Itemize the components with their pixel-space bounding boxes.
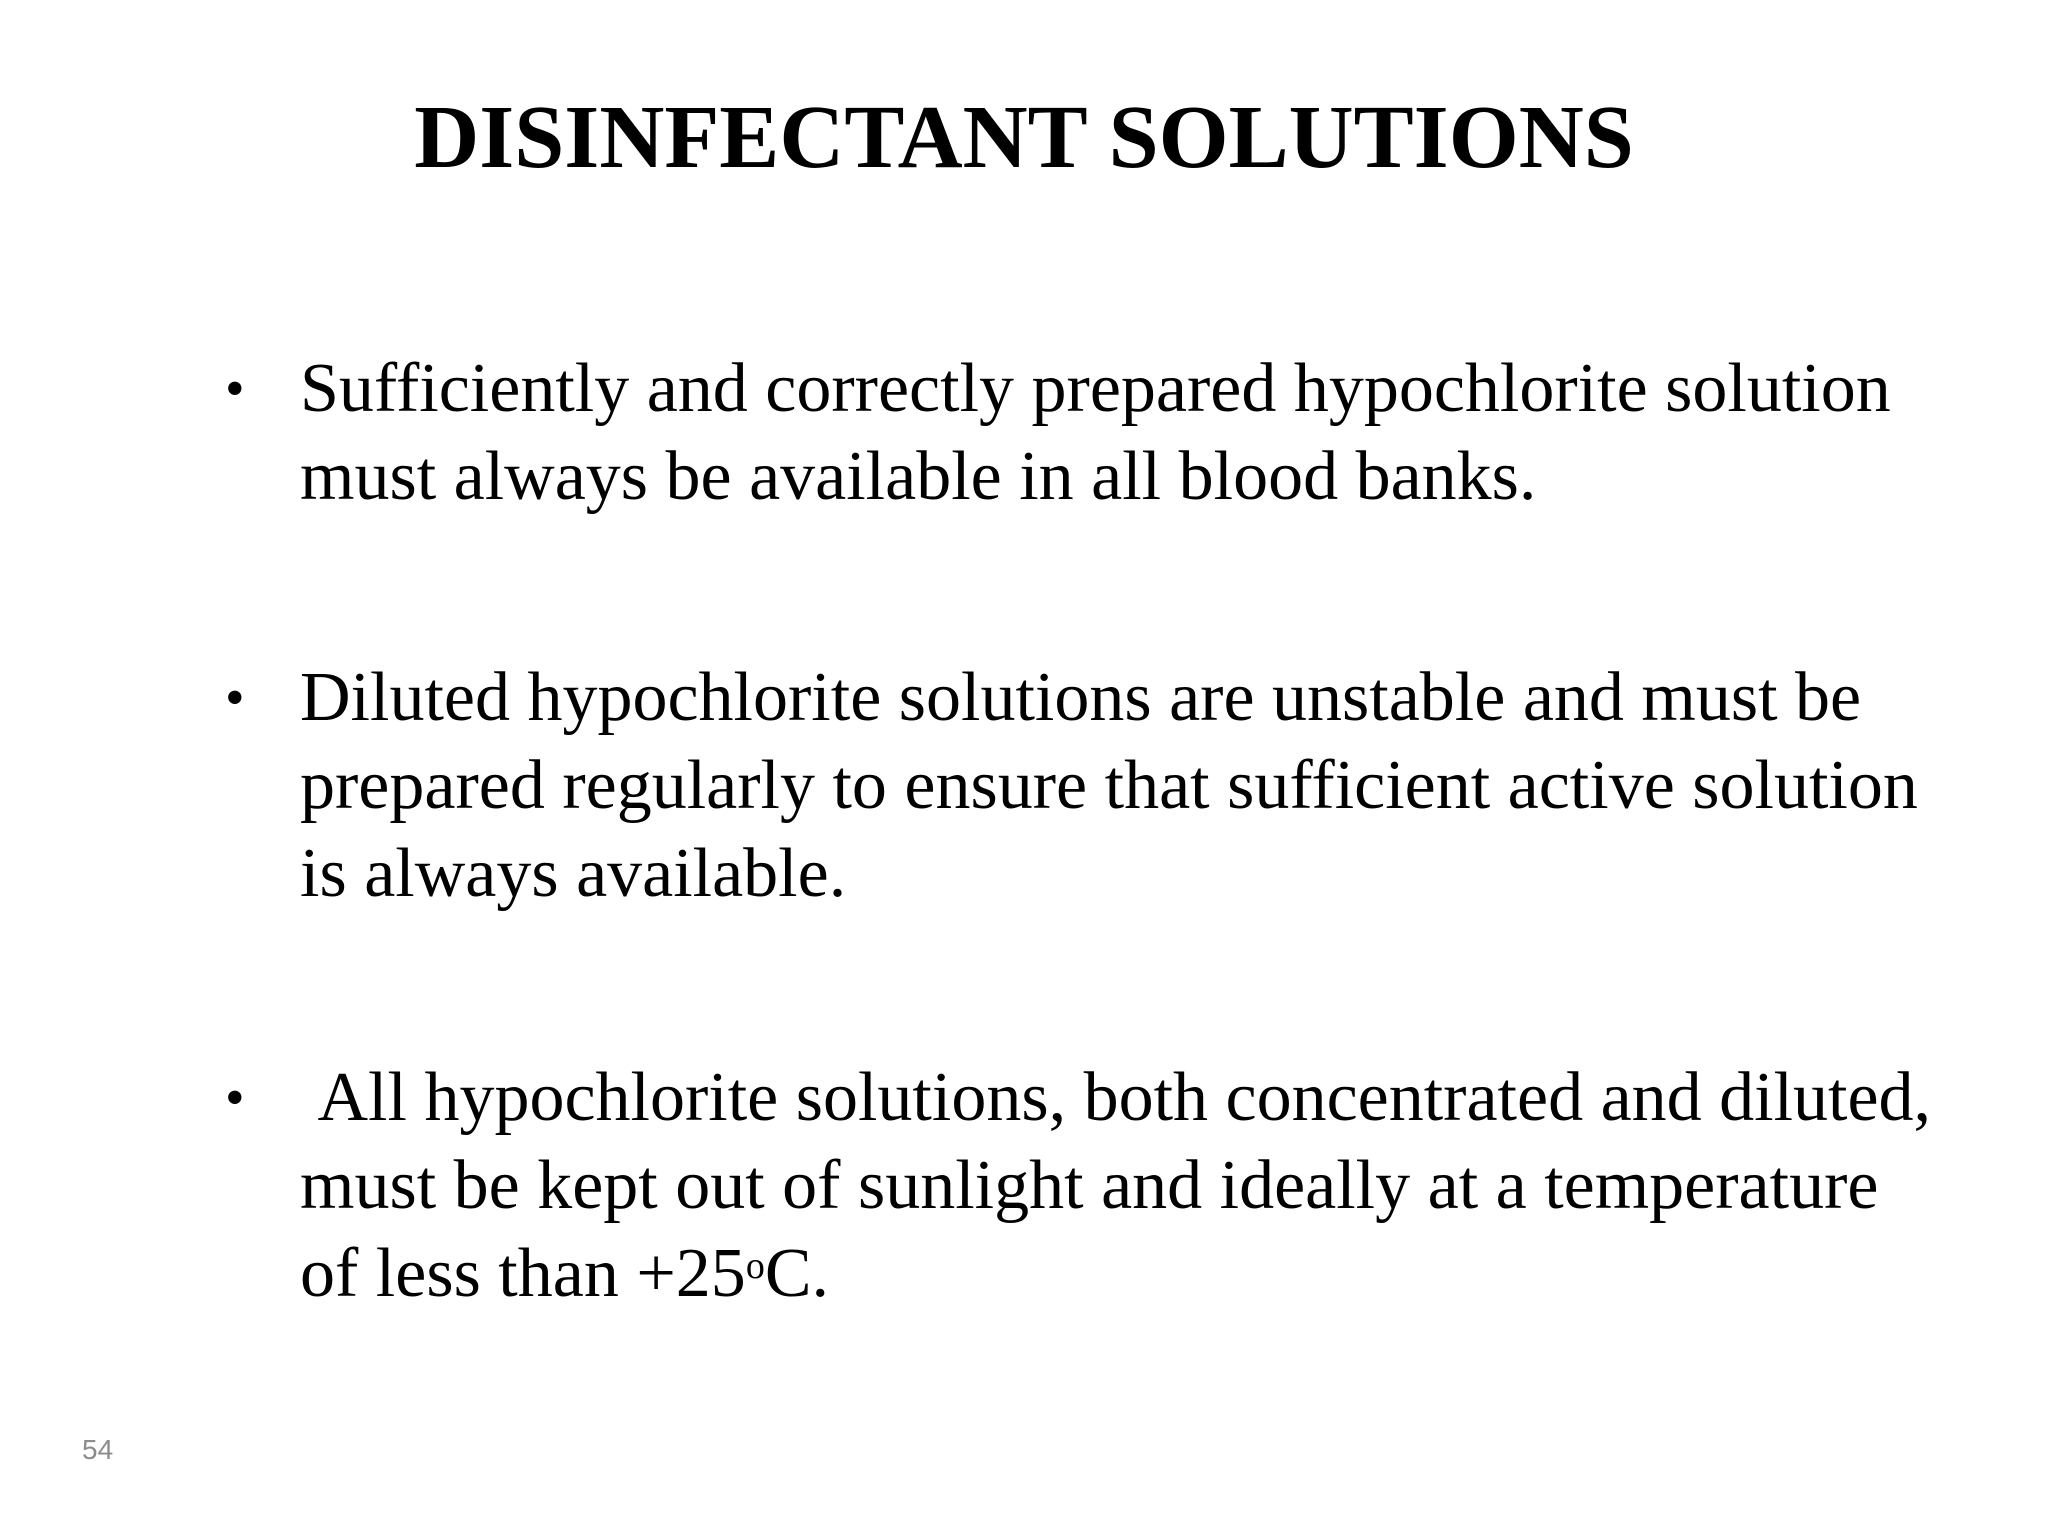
bullet-marker: • [225, 358, 245, 420]
bullet-text-main: All hypochlorite solutions, both concentrated and diluted, must be kept out of sunlight and ideally at a temperature of less than +25 [300, 1059, 1949, 1312]
bullet-text: Diluted hypochlorite solutions are unstable and must be prepared regularly to ensure that sufficient active solution is always available. [300, 659, 1936, 912]
slide-title: DISINFECTANT SOLUTIONS [414, 88, 1634, 187]
bullet-item [225, 1054, 1950, 1318]
bullet-marker: • [225, 1067, 245, 1129]
bullet-text-unit: C. [764, 1235, 830, 1312]
degree-superscript: o [745, 1245, 765, 1287]
bullet-marker: • [225, 667, 245, 729]
bullet-text [300, 1059, 1949, 1312]
page-number: 54 [82, 1434, 114, 1465]
bullet-text: Sufficiently and correctly prepared hypochlorite solution must always be available in all blood banks. [300, 350, 1909, 515]
bullet-item [225, 654, 1950, 918]
bullet-item [225, 345, 1950, 521]
